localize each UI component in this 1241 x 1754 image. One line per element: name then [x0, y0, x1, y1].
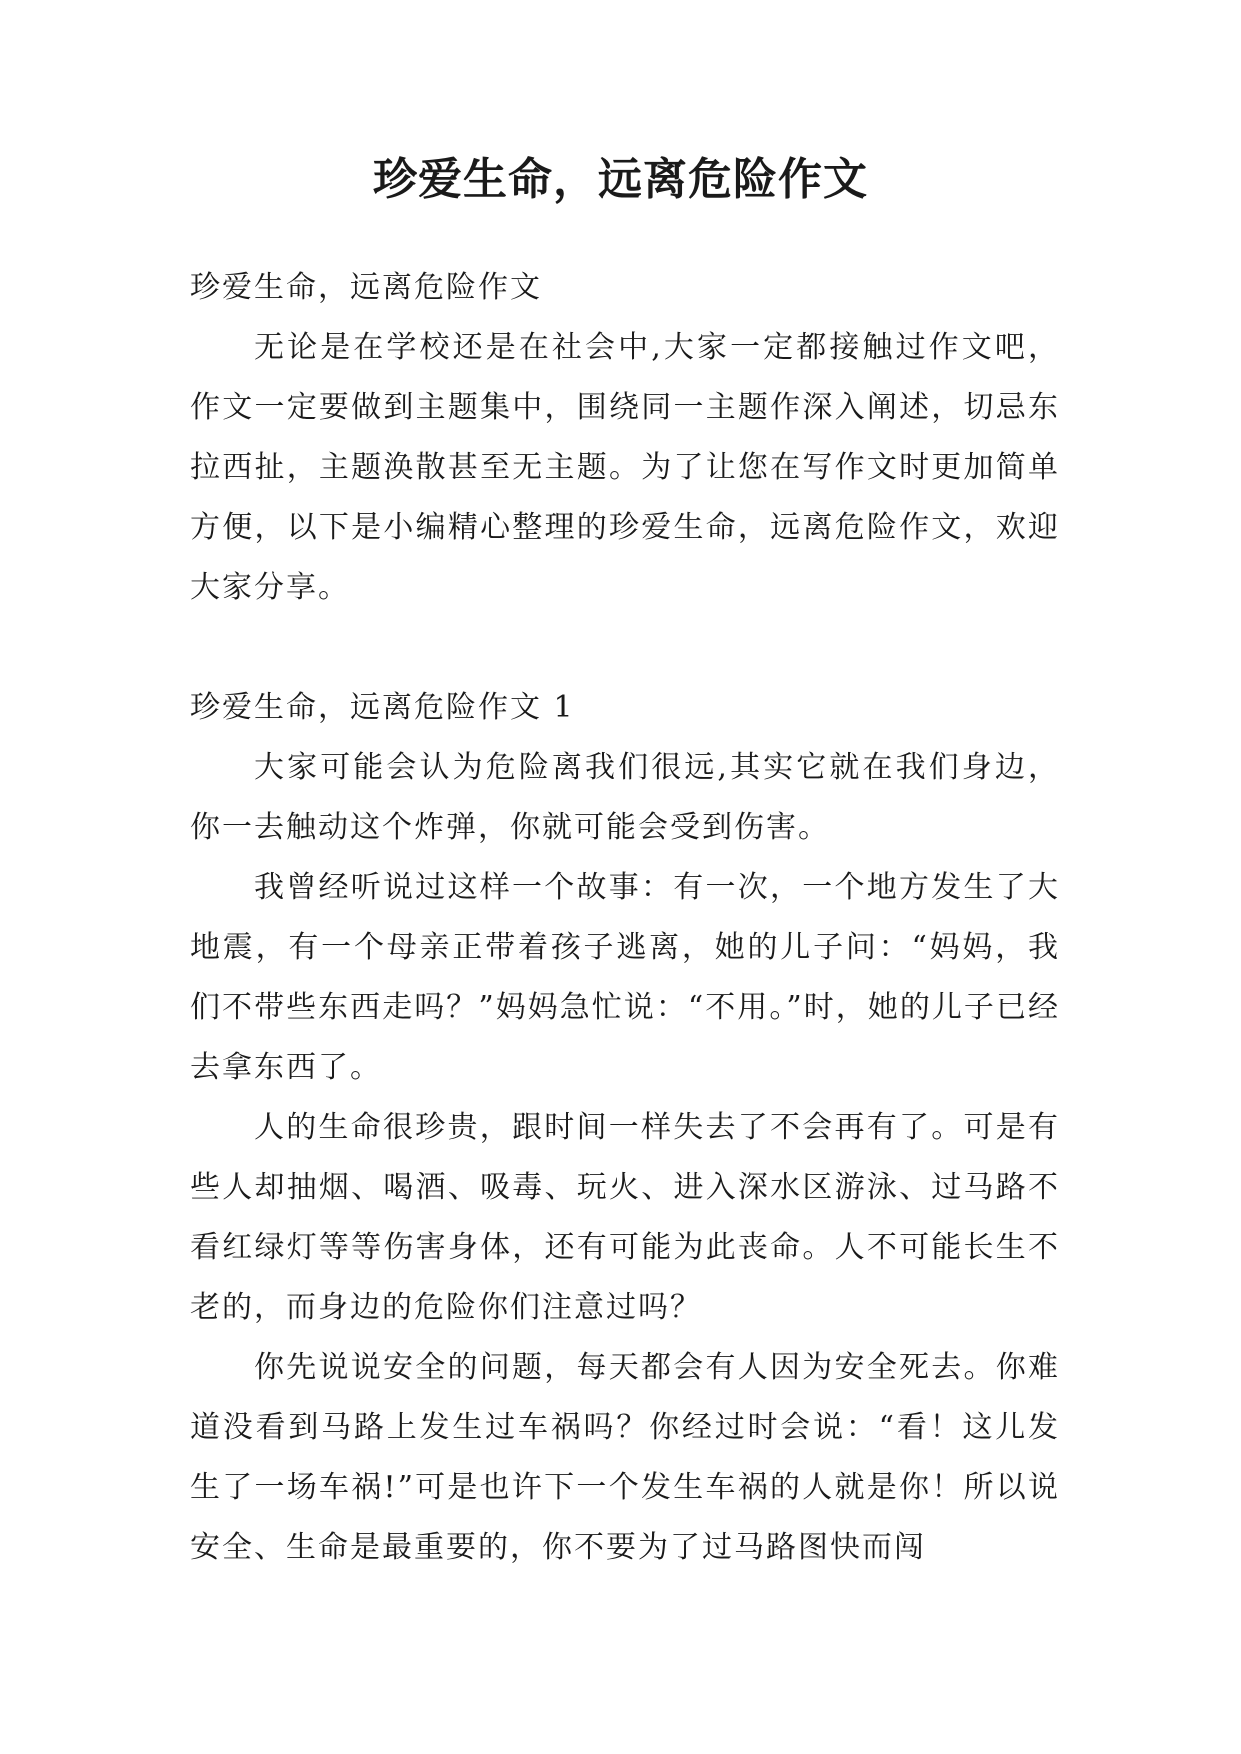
document-title: 珍爱生命，远离危险作文 [373, 154, 868, 205]
intro-heading: 珍爱生命，远离危险作文 [190, 270, 542, 305]
section-1-paragraph: 大家可能会认为危险离我们很远,其实它就在我们身边，你一去触动这个炸弹，你就可能会受到伤害。 [190, 750, 1060, 845]
section-1-paragraph: 我曾经听说过这样一个故事：有一次，一个地方发生了大地震，有一个母亲正带着孩子逃离，她的儿子问：“妈妈，我们不带些东西走吗？”妈妈急忙说：“不用。”时，她的儿子已经去拿东西了。 [190, 870, 1060, 1085]
section-spacer [190, 618, 1060, 678]
section-1-paragraph: 人的生命很珍贵，跟时间一样失去了不会再有了。可是有些人却抽烟、喝酒、吸毒、玩火、进入深水区游泳、过马路不看红绿灯等等伤害身体，还有可能为此丧命。人不可能长生不老的，而身边的危险你们注意过吗？ [190, 1110, 1060, 1325]
section-1-paragraph: 你先说说安全的问题，每天都会有人因为安全死去。你难道没看到马路上发生过车祸吗？你经过时会说：“看！这儿发生了一场车祸!”可是也许下一个发生车祸的人就是你！所以说安全、生命是最重要的，你不要为了过马路图快而闯 [190, 1350, 1060, 1565]
section-1-heading: 珍爱生命，远离危险作文 1 [190, 690, 575, 725]
document-body [190, 258, 1060, 1578]
intro-paragraph: 无论是在学校还是在社会中,大家一定都接触过作文吧，作文一定要做到主题集中，围绕同一主题作深入阐述，切忌东拉西扯，主题涣散甚至无主题。为了让您在写作文时更加简单方便，以下是小编精心整理的珍爱生命，远离危险作文，欢迎大家分享。 [190, 330, 1060, 605]
